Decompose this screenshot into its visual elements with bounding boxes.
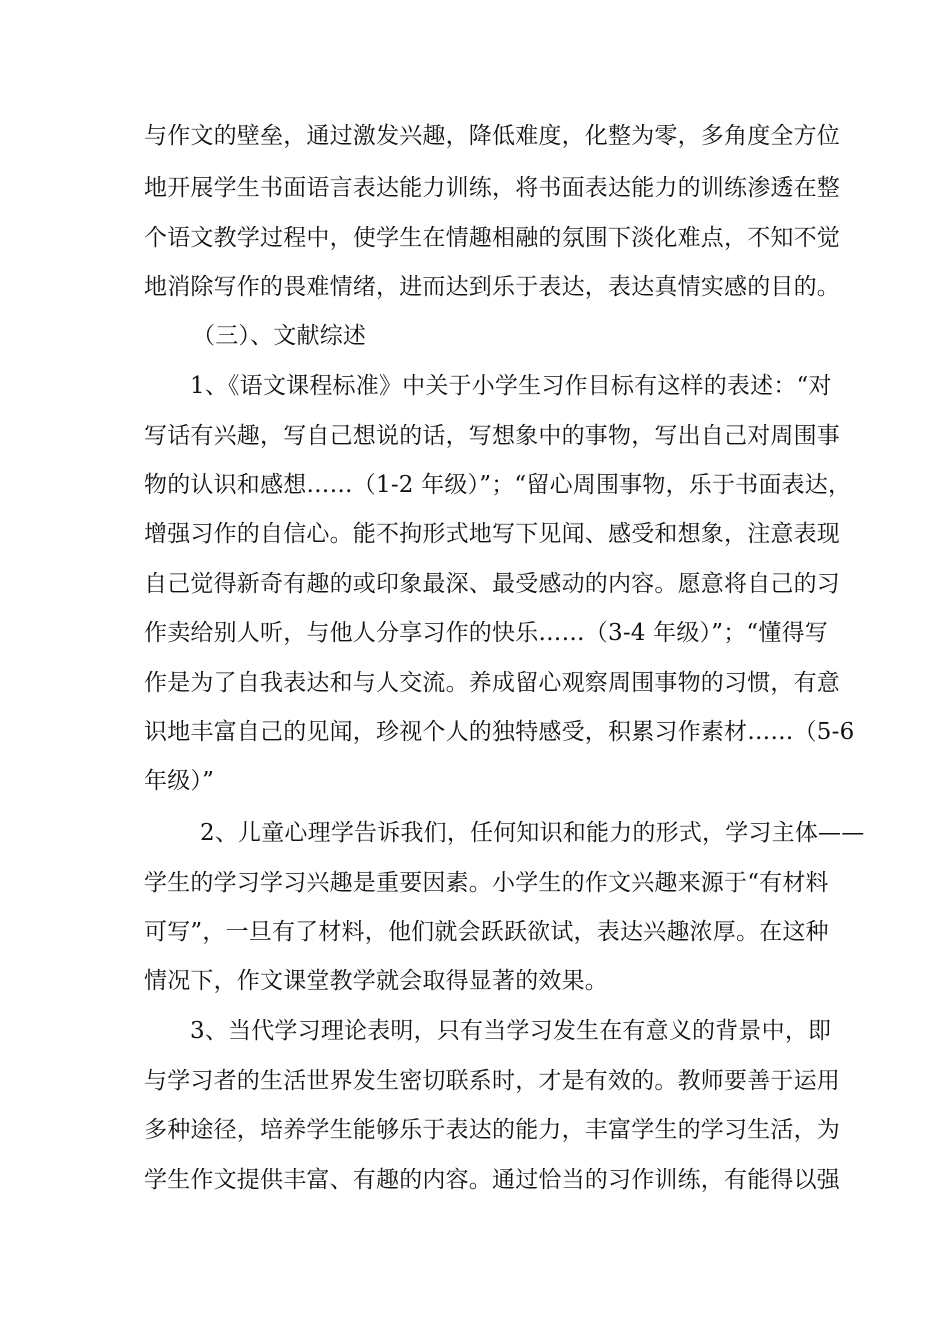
section-heading: （三）、文献综述 bbox=[192, 323, 367, 349]
text-line: 个语文教学过程中，使学生在情趣相融的氛围下淡化难点，不知不觉 bbox=[144, 225, 840, 251]
text-line: 地开展学生书面语言表达能力训练，将书面表达能力的训练渗透在整 bbox=[144, 175, 840, 201]
text-line: 年级）” bbox=[144, 768, 215, 794]
text-line: 物的认识和感想……（1-2 年级）”；“留心周围事物，乐于书面表达， bbox=[144, 472, 852, 498]
text-line: 识地丰富自己的见闻，珍视个人的独特感受，积累习作素材……（5-6 bbox=[144, 719, 855, 745]
text-line: 可写”，一旦有了材料，他们就会跃跃欲试，表达兴趣浓厚。在这种 bbox=[144, 919, 829, 945]
text-line: 地消除写作的畏难情绪，进而达到乐于表达，表达真情实感的目的。 bbox=[144, 274, 840, 300]
text-line: 与学习者的生活世界发生密切联系时，才是有效的。教师要善于运用 bbox=[144, 1068, 840, 1094]
text-line: 多种途径，培养学生能够乐于表达的能力，丰富学生的学习生活，为 bbox=[144, 1117, 840, 1143]
text-line: 学生作文提供丰富、有趣的内容。通过恰当的习作训练，有能得以强 bbox=[144, 1167, 840, 1193]
text-line: 自己觉得新奇有趣的或印象最深、最受感动的内容。愿意将自己的习 bbox=[144, 571, 840, 597]
text-line: 增强习作的自信心。能不拘形式地写下见闻、感受和想象，注意表现 bbox=[144, 521, 840, 547]
text-line: 2、儿童心理学告诉我们，任何知识和能力的形式，学习主体—— bbox=[200, 820, 865, 846]
text-line: 1、《语文课程标准》中关于小学生习作目标有这样的表述：“对 bbox=[190, 373, 832, 399]
text-line: 学生的学习学习兴趣是重要因素。小学生的作文兴趣来源于“有材料 bbox=[144, 870, 829, 896]
text-line: 3、当代学习理论表明，只有当学习发生在有意义的背景中，即 bbox=[190, 1018, 832, 1044]
text-line: 写话有兴趣，写自己想说的话，写想象中的事物，写出自己对周围事 bbox=[144, 423, 840, 449]
text-line: 作是为了自我表达和与人交流。养成留心观察周围事物的习惯，有意 bbox=[144, 670, 840, 696]
text-line: 情况下，作文课堂教学就会取得显著的效果。 bbox=[144, 968, 608, 994]
text-line: 与作文的壁垒，通过激发兴趣，降低难度，化整为零，多角度全方位 bbox=[144, 123, 840, 149]
text-line: 作卖给别人听，与他人分享习作的快乐……（3-4 年级）”；“懂得写 bbox=[144, 620, 828, 646]
